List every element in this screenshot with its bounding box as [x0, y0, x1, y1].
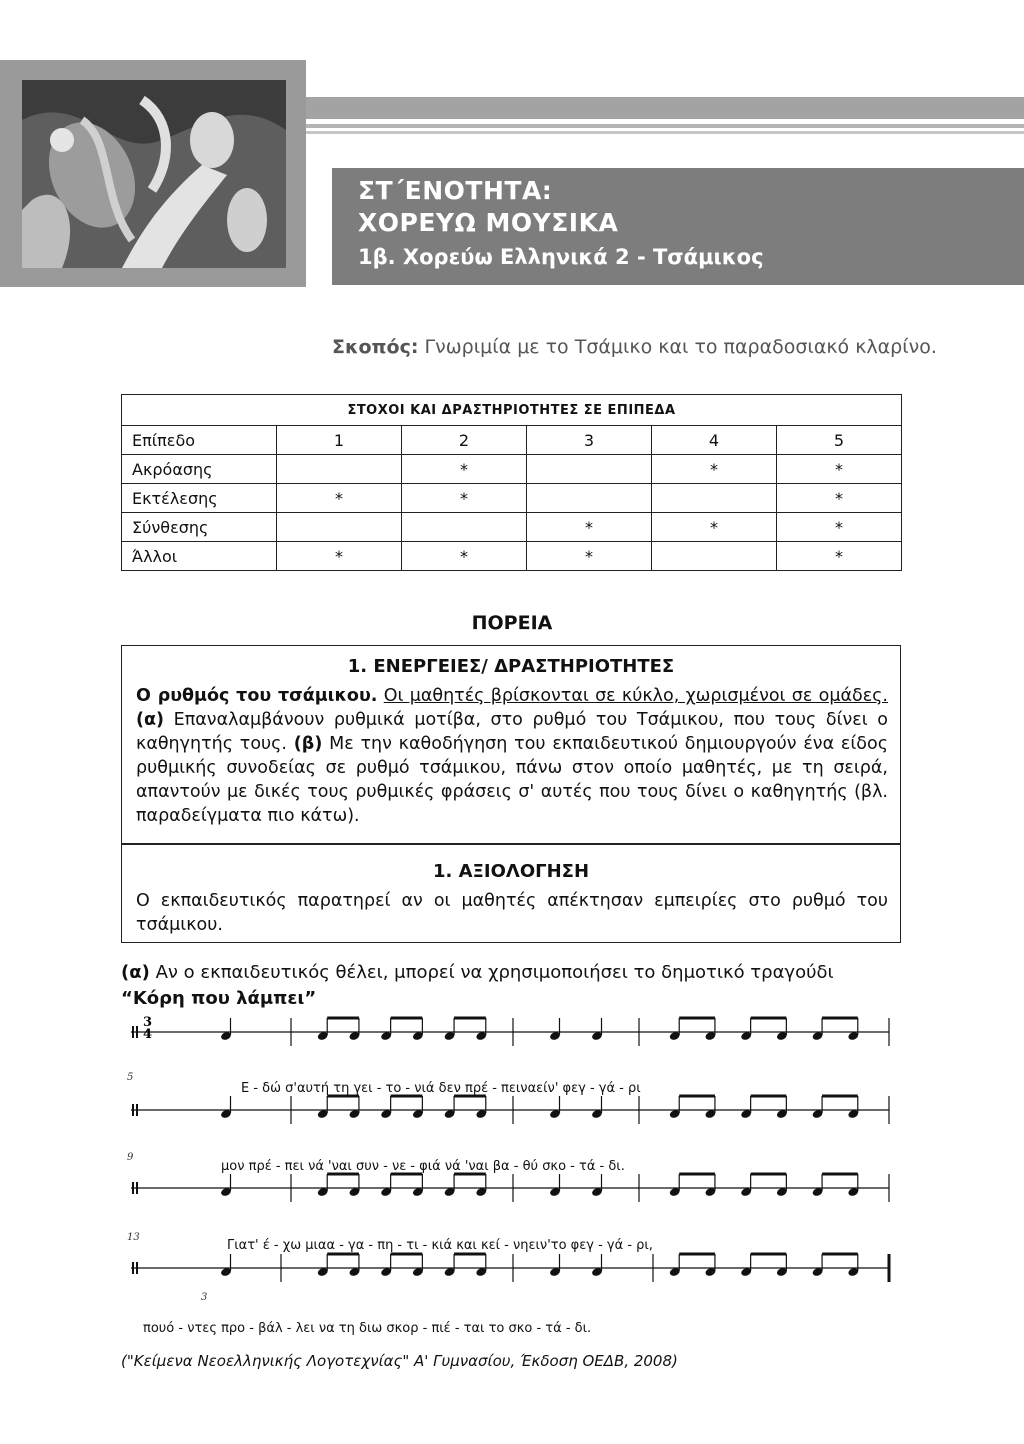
- table-cell: *: [652, 455, 777, 484]
- table-header-row: [122, 426, 902, 455]
- lesson-title: 1β. Χορεύω Ελληνικά 2 - Τσάμικος: [358, 245, 764, 269]
- tuplet-number: 3: [201, 1292, 208, 1303]
- table-cell: [527, 484, 652, 513]
- song-title: “Κόρη που λάμπει”: [121, 988, 317, 1009]
- table-cell: [652, 542, 777, 571]
- header-stripe: [306, 131, 1024, 134]
- evaluation-text: Ο εκπαιδευτικός παρατηρεί αν οι μαθητές απέκτησαν εμπειρίες στο ρυθμό του τσάμικου.: [136, 891, 888, 935]
- table-cell: *: [527, 542, 652, 571]
- activity-a-text: Επαναλαμβάνουν ρυθμικά μοτίβα, στο ρυθμό του Τσάμικου, που τους δίνει ο καθηγητής τους.: [136, 710, 888, 754]
- table-cell: 2: [402, 426, 527, 455]
- table-cell: [652, 484, 777, 513]
- activity-b-label: (β): [293, 734, 323, 754]
- section-title-poreia: ΠΟΡΕΙΑ: [471, 612, 553, 634]
- table-cell: 1: [277, 426, 402, 455]
- table-cell: *: [527, 513, 652, 542]
- table-cell: 3: [527, 426, 652, 455]
- measure-number: 13: [127, 1232, 140, 1243]
- table-cell: *: [777, 455, 902, 484]
- lyrics-line: Γιατ' έ - χω μιαα - γα - πη - τι - κιά και κεί - νηειν'το φεγ - γά - ρι,: [227, 1238, 653, 1253]
- goal-line: [332, 336, 937, 358]
- levels-table-title: ΣΤΟΧΟΙ ΚΑΙ ΔΡΑΣΤΗΡΙΟΤΗΤΕΣ ΣΕ ΕΠΙΠΕΔΑ: [122, 395, 902, 426]
- evaluation-box: [121, 844, 901, 943]
- activities-intro: Ο ρυθμός του τσάμικου.: [136, 686, 378, 706]
- table-cell: *: [277, 542, 402, 571]
- lyrics-line: πουό - ντες προ - βάλ - λει να τη διω σκορ - πιέ - ται το σκο - τά - δι.: [143, 1321, 592, 1336]
- goal-label: Σκοπός:: [332, 336, 419, 358]
- table-cell: *: [777, 513, 902, 542]
- table-row: [122, 455, 902, 484]
- table-row: [122, 513, 902, 542]
- table-cell: Σύνθεσης: [122, 513, 277, 542]
- table-cell: *: [277, 484, 402, 513]
- table-cell: 4: [652, 426, 777, 455]
- header-stripe: [306, 97, 1024, 119]
- table-cell: [527, 455, 652, 484]
- activity-b-text: Με την καθοδήγηση του εκπαιδευτικού δημιουργούν ένα είδος ρυθμικής συνοδείας σε ρυθμό τσάμικου, πάνω στον οποίο μαθητές, με τη σειρά, απαντούν με δικές τους ρυθμικές φράσεις σ' αυτές που τους δίνει ο καθηγητής (βλ. παραδείγματα πιο κάτω).: [136, 734, 888, 826]
- table-cell: Εκτέλεσης: [122, 484, 277, 513]
- table-cell: Άλλοι: [122, 542, 277, 571]
- table-cell: [277, 455, 402, 484]
- note-text: Αν ο εκπαιδευτικός θέλει, μπορεί να χρησιμοποιήσει το δημοτικό τραγούδι: [155, 962, 834, 983]
- table-cell: *: [777, 542, 902, 571]
- table-cell: *: [402, 542, 527, 571]
- table-cell: Ακρόασης: [122, 455, 277, 484]
- table-cell: *: [652, 513, 777, 542]
- table-cell: *: [402, 455, 527, 484]
- lyrics-line: μον πρέ - πει νά 'ναι συν - νε - φιά νά 'ναι βα - θύ σκο - τά - δι.: [221, 1159, 625, 1174]
- levels-table: [121, 394, 902, 571]
- unit-title: ΧΟΡΕΥΩ ΜΟΥΣΙΚΑ: [358, 208, 619, 237]
- citation: ("Κείμενα Νεοελληνικής Λογοτεχνίας" Α' Γυμνασίου, Έκδοση ΟΕΔΒ, 2008): [121, 1352, 678, 1370]
- activities-text: [136, 684, 888, 828]
- measure-number: 5: [127, 1072, 134, 1083]
- goal-text: Γνωριμία με το Τσάμικο και το παραδοσιακό κλαρίνο.: [424, 336, 937, 358]
- unit-label: ΣΤ΄ΕΝΟΤΗΤΑ:: [358, 176, 553, 205]
- unit-title-box: [332, 168, 1024, 285]
- dancers-artwork-image: [22, 80, 286, 268]
- table-row: [122, 542, 902, 571]
- table-cell: *: [777, 484, 902, 513]
- table-cell: [277, 513, 402, 542]
- evaluation-heading: 1. ΑΞΙΟΛΟΓΗΣΗ: [432, 861, 590, 882]
- note-label: (α): [121, 962, 150, 983]
- table-cell: [402, 513, 527, 542]
- activities-box: [121, 645, 901, 844]
- table-cell: Επίπεδο: [122, 426, 277, 455]
- table-cell: 5: [777, 426, 902, 455]
- activities-setup: Οι μαθητές βρίσκονται σε κύκλο, χωρισμένοι σε ομάδες.: [383, 686, 888, 706]
- table-row: [122, 484, 902, 513]
- activity-a-label: (α): [136, 710, 165, 730]
- table-cell: *: [402, 484, 527, 513]
- lyrics-line: Ε - δώ σ'αυτή τη γει - το - νιά δεν πρέ - πειναείν' φεγ - γά - ρι: [241, 1081, 641, 1096]
- activities-heading: 1. ΕΝΕΡΓΕΙΕΣ/ ΔΡΑΣΤΗΡΙΟΤΗΤΕΣ: [347, 656, 675, 677]
- time-signature-top: 3: [143, 1015, 153, 1030]
- time-signature-bottom: 4: [143, 1027, 153, 1042]
- music-score: [121, 1010, 901, 1350]
- measure-number: 9: [127, 1152, 134, 1163]
- song-note: [121, 960, 901, 1012]
- header-stripe: [306, 124, 1024, 128]
